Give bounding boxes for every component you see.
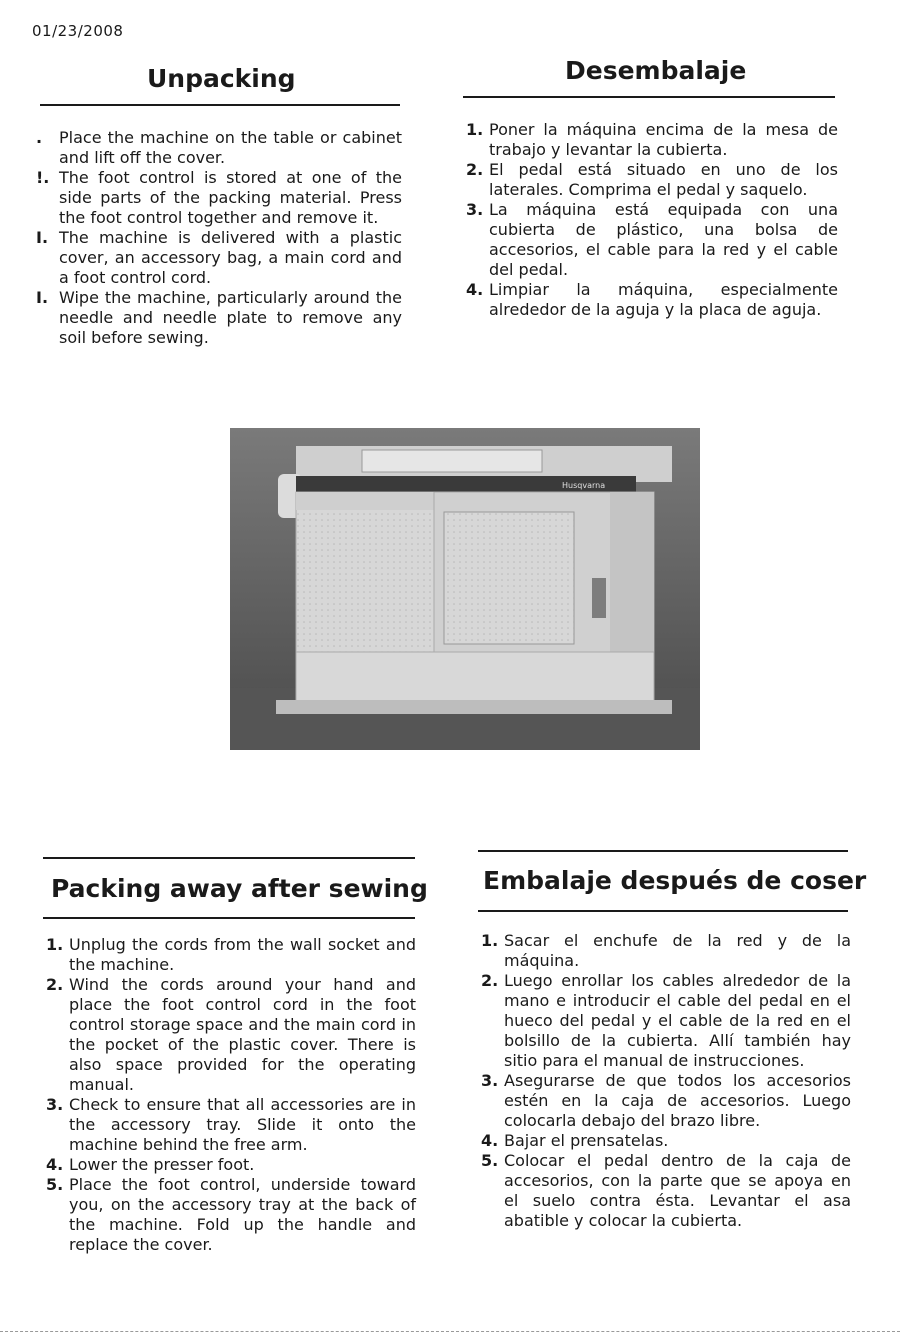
embalaje-heading: Embalaje después de coser xyxy=(483,866,867,895)
desembalaje-heading: Desembalaje xyxy=(565,56,747,85)
list-item: 3. La máquina está equipada con una cubierta de plástico, una bolsa de accesorios, el cable para la red y el cable del pedal. xyxy=(466,200,838,279)
unpacking-heading: Unpacking xyxy=(147,64,296,93)
sewing-machine-photo xyxy=(230,428,700,750)
sewing-machine-photo-icon xyxy=(230,428,700,750)
list-item: 5. Place the foot control, underside toward you, on the accessory tray at the back of the machine. Fold up the handle and replace the cover. xyxy=(46,1175,416,1254)
unpacking-list xyxy=(36,128,402,348)
packing-bottom-rule xyxy=(43,917,415,919)
embalaje-bottom-rule xyxy=(478,910,848,912)
list-item: 5. Colocar el pedal dentro de la caja de accesorios, con la parte que se apoya en el suelo contra ésta. Levantar el asa abatible y colocar la cubierta. xyxy=(481,1151,851,1230)
list-item: 4. Lower the presser foot. xyxy=(46,1155,255,1174)
packing-top-rule xyxy=(43,857,415,859)
date-stamp: 01/23/2008 xyxy=(32,22,124,40)
page-edge-line xyxy=(0,1331,900,1333)
embalaje-list xyxy=(481,931,851,1231)
list-item: 3. Check to ensure that all accessories are in the accessory tray. Slide it onto the machine behind the free arm. xyxy=(46,1095,416,1154)
packing-heading: Packing away after sewing xyxy=(51,874,428,903)
brand-label: Husqvarna xyxy=(562,481,606,490)
desembalaje-rule xyxy=(463,96,835,98)
list-item: 2. Wind the cords around your hand and place the foot control cord in the foot control storage space and the main cord in the pocket of the plastic cover. There is also space provided for the operating manual. xyxy=(46,975,416,1094)
embalaje-top-rule xyxy=(478,850,848,852)
list-item: 2. Luego enrollar los cables alrededor de la mano e introducir el cable del pedal en el hueco del pedal y el cable de la red en el bolsillo de la cubierta. Allí también hay sitio para el manual de instrucciones. xyxy=(481,971,851,1070)
packing-list xyxy=(46,935,416,1255)
list-item: 2. El pedal está situado en uno de los laterales. Comprima el pedal y saquelo. xyxy=(466,160,838,199)
list-item: 1. Unplug the cords from the wall socket and the machine. xyxy=(46,935,416,974)
list-item: I. The machine is delivered with a plastic cover, an accessory bag, a main cord and a foot control cord. xyxy=(36,228,402,287)
list-item: . Place the machine on the table or cabinet and lift off the cover. xyxy=(36,128,402,167)
unpacking-rule xyxy=(40,104,400,106)
list-item: I. Wipe the machine, particularly around the needle and needle plate to remove any soil before sewing. xyxy=(36,288,402,347)
list-item: 3. Asegurarse de que todos los accesorios estén en la caja de accesorios. Luego colocarla debajo del brazo libre. xyxy=(481,1071,851,1130)
list-item: 4. Limpiar la máquina, especialmente alrededor de la aguja y la placa de aguja. xyxy=(466,280,838,319)
desembalaje-list xyxy=(466,120,838,320)
list-item: 4. Bajar el prensatelas. xyxy=(481,1131,669,1150)
list-item: 1. Sacar el enchufe de la red y de la máquina. xyxy=(481,931,851,970)
list-item: !. The foot control is stored at one of the side parts of the packing material. Press the foot control together and remove it. xyxy=(36,168,402,227)
list-item: 1. Poner la máquina encima de la mesa de trabajo y levantar la cubierta. xyxy=(466,120,838,159)
